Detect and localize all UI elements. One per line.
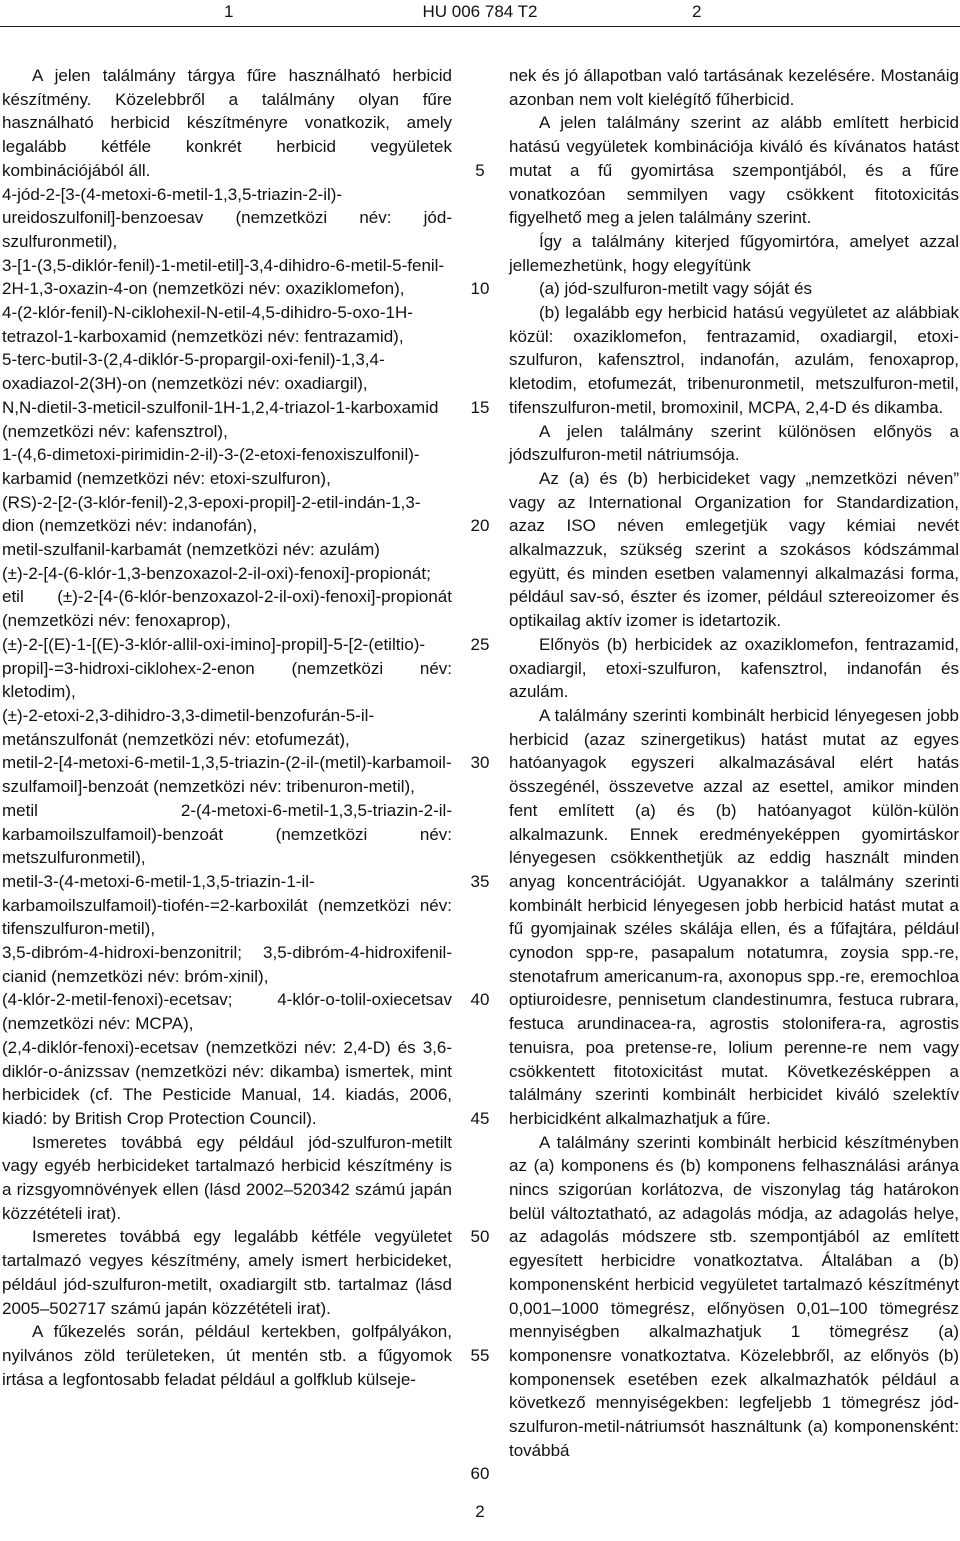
paragraph: nek és jó állapotban való tartásának kezelésére. Mostanáig azonban nem volt kielégítő fűherbicid. bbox=[509, 66, 959, 109]
paragraph: Az (a) és (b) herbicideket vagy „nemzetközi néven” vagy az International Organization for Standardization, azaz ISO néven emlegetjük vagy kémiai nevét alkalmazzuk, szükség szerint a szokásos kódszámmal együtt, és minden esetben valamennyi alkalmazási forma, például sav-só, észter és izomer, például sztereoizomer és optikailag aktív izomer is idetartozik. bbox=[509, 468, 959, 631]
paragraph: etil (±)-2-[4-(6-klór-benzoxazol-2-il-oxi)-fenoxi]-propionát (nemzetközi név: fenoxaprop), bbox=[2, 587, 452, 631]
line-number: 20 bbox=[470, 516, 490, 536]
paragraph: A találmány szerinti kombinált herbicid készítményben az (a) komponens és (b) komponens felhasználási aránya nincs szigorúan korlátozva, de viszonylag tág határokon belül változtatható, az adagolás módja, az adagolás helye, az adagolás módszere stb. szempontjából az említett egyesített herbicidre vonatkoztatva. Általában a (b) komponensként herbicid vegyületet tartalmazó készítményt 0,001–1000 tömegrész, előnyösen 0,01–100 tömegrész mennyiségben alkalmazhatjuk 1 tömegrész (a) komponensre vonatkoztatva. Közelebbről, az előnyös (b) komponensek esetében ezek alkalmazhatók például a következő mennyiségekben: legfeljebb 1 tömegrész jód-szulfuron-metil-nátriumsót használtunk (a) komponensként: továbbá bbox=[509, 1132, 959, 1460]
paragraph: 4-jód-2-[3-(4-metoxi-6-metil-1,3,5-triazin-2-il)-ureidoszulfonil]-benzoesav (nemzetközi név: jód-szulfuronmetil), bbox=[2, 184, 452, 251]
left-column bbox=[2, 64, 452, 1391]
line-number: 45 bbox=[470, 1108, 490, 1128]
header-rule bbox=[0, 26, 960, 27]
line-number: 10 bbox=[470, 279, 490, 299]
paragraph: (RS)-2-[2-(3-klór-fenil)-2,3-epoxi-propil]-2-etil-indán-1,3-dion (nemzetközi név: indanofán), bbox=[2, 492, 421, 536]
paragraph: A találmány szerinti kombinált herbicid lényegesen jobb herbicid (azaz szinergetikus) hatást mutat az egyes hatóanyagok egyszeri alkalmazásával elért hatás összegénél, összevetve azzal az esettel, amikor minden fent említett (a) és (b) hatóanyagot külön-külön alkalmazunk. Ennek eredményeképpen gyomirtáskor lényegesen csökkenthetjük az eddig használt minden anyag koncentrációját. Ugyanakkor a találmány szerinti kombinált herbicid lényegesen jobb herbicid hatást mutat a fű gyomjainak széles skálája ellen, és a fűfajtára, például cynodon spp-re, pasapalum notatumra, zoysia spp.-re, stenotafrum americanum-ra, axonopus spp.-re, eremochloa optiuroidesre, pennisetum clandestinumra, festuca rubrara, festuca arundinacea-ra, agrostis stolonifera-ra, agrostis tenuisra, poa pretense-re, lolium perenne-re nem vagy csökkentett fitotoxicitást mutat. Következésképpen a találmány szerinti kombinált herbicidet kiváló szelektív herbicidként alkalmazhatjuk a fűre. bbox=[509, 705, 959, 1128]
paragraph: A jelen találmány tárgya fűre használható herbicid készítmény. Közelebbről a találmány olyan fűre használható herbicid készítményre vonatkozik, amely legalább kétféle konkrét herbicid vegyületek kombinációjából áll. bbox=[2, 66, 452, 180]
paragraph: metil 2-(4-metoxi-6-metil-1,3,5-triazin-2-il-karbamoilszulfamoil)-benzoát (nemzetközi név: metszulfuronmetil), bbox=[2, 800, 452, 868]
paragraph: 3-[1-(3,5-diklór-fenil)-1-metil-etil]-3,4-dihidro-6-metil-5-fenil-2H-1,3-oxazin-4-on (nemzetközi név: oxaziklomefon), bbox=[2, 255, 445, 299]
paragraph: metil-2-[4-metoxi-6-metil-1,3,5-triazin-(2-il-(metil)-karbamoil-szulfamoil]-benzoát (nemzetközi név: tribenuron-metil), bbox=[2, 753, 452, 797]
line-number: 25 bbox=[470, 634, 490, 654]
line-number: 5 bbox=[475, 160, 485, 180]
line-number: 55 bbox=[470, 1345, 490, 1365]
paragraph: 1-(4,6-dimetoxi-pirimidin-2-il)-3-(2-etoxi-fenoxiszulfonil)-karbamid (nemzetközi név: etoxi-szulfuron), bbox=[2, 445, 420, 488]
paragraph: A jelen találmány szerint az alább említett herbicid hatású vegyületek kombinációja kiváló és kívánatos hatást mutat a fű gyomirtása szempontjából, és a fűre vonatkozóan semmilyen vagy csökkent fitotoxicitás figyelhető meg a jelen találmány szerint. bbox=[509, 113, 959, 228]
paragraph: Előnyös (b) herbicidek az oxaziklomefon, fentrazamid, oxadiargil, etoxi-szulfuron, kafensztrol, indanofán és azulám. bbox=[509, 634, 959, 702]
line-number: 30 bbox=[470, 753, 490, 773]
paragraph: (2,4-diklór-fenoxi)-ecetsav (nemzetközi név: 2,4-D) és 3,6-diklór-o-ánizssav (nemzetközi név: dikamba) ismertek, mint herbicidek (cf. The Pesticide Manual, 14. kiadás, 2006, kiadó: by British Crop Protection Council). bbox=[2, 1037, 452, 1128]
paragraph: Ismeretes továbbá egy például jód-szulfuron-metilt vagy egyéb herbicideket tartalmazó herbicid készítmény is a rizsgyomnövények ellen (lásd 2002–520342 számú japán közzétételi irat). bbox=[2, 1132, 452, 1223]
right-column bbox=[509, 64, 959, 1462]
paragraph: 3,5-dibróm-4-hidroxi-benzonitril; 3,5-dibróm-4-hidroxifenil-cianid (nemzetközi név: bróm-xinil), bbox=[2, 943, 452, 986]
paragraph: (±)-2-[(E)-1-[(E)-3-klór-allil-oxi-imino]-propil]-5-[2-(etiltio)-propil]-=3-hidroxi-ciklohex-2-enon (nemzetközi név: kletodim), bbox=[2, 634, 452, 702]
paragraph: 4-(2-klór-fenil)-N-ciklohexil-N-etil-4,5-dihidro-5-oxo-1H-tetrazol-1-karboxamid (nemzetközi név: fentrazamid), bbox=[2, 303, 413, 346]
paragraph: metil-szulfanil-karbamát (nemzetközi név: azulám) bbox=[2, 540, 380, 560]
paragraph: (4-klór-2-metil-fenoxi)-ecetsav; 4-klór-o-tolil-oxiecetsav (nemzetközi név: MCPA), bbox=[2, 990, 452, 1034]
paragraph: 5-terc-butil-3-(2,4-diklór-5-propargil-oxi-fenil)-1,3,4-oxadiazol-2(3H)-on (nemzetközi név: oxadiargil), bbox=[2, 350, 385, 394]
paragraph: (±)-2-etoxi-2,3-dihidro-3,3-dimetil-benzofurán-5-il-metánszulfonát (nemzetközi név: etofumezát), bbox=[2, 705, 375, 749]
paragraph: (±)-2-[4-(6-klór-1,3-benzoxazol-2-il-oxi)-fenoxi]-propionát; bbox=[2, 563, 431, 583]
line-number: 60 bbox=[470, 1464, 490, 1484]
paragraph: Ismeretes továbbá egy legalább kétféle vegyületet tartalmazó vegyes készítmény, amely ismert herbicideket, például jód-szulfuron-metilt, oxadiargilt stb. tartalmaz (lásd 2005–502717 számú japán közzétételi irat). bbox=[2, 1227, 452, 1318]
header-document-id: HU 006 784 T2 bbox=[422, 2, 538, 21]
paragraph: metil-3-(4-metoxi-6-metil-1,3,5-triazin-1-il-karbamoilszulfamoil)-tiofén-=2-karboxilát (nemzetközi név: tifenszulfuron-metil), bbox=[2, 871, 452, 939]
footer-page-number: 2 bbox=[475, 1502, 485, 1521]
paragraph: N,N-dietil-3-meticil-szulfonil-1H-1,2,4-triazol-1-karboxamid (nemzetközi név: kafensztrol), bbox=[2, 397, 439, 441]
line-number: 35 bbox=[470, 871, 490, 891]
paragraph: A jelen találmány szerint különösen előnyös a jódszulfuron-metil nátriumsója. bbox=[509, 421, 959, 465]
header-page-left: 1 bbox=[224, 2, 234, 21]
paragraph: A fűkezelés során, például kertekben, golfpályákon, nyilvános zöld területeken, út mentén stb. a fűgyomok irtása a legfontosabb feladat például a golfklub külseje- bbox=[2, 1322, 452, 1389]
paragraph: Így a találmány kiterjed fűgyomirtóra, amelyet azzal jellemezhetünk, hogy elegyítünk bbox=[509, 231, 959, 275]
paragraph: (a) jód-szulfuron-metilt vagy sóját és bbox=[539, 279, 813, 299]
line-number: 40 bbox=[470, 990, 490, 1010]
line-number: 15 bbox=[470, 397, 490, 417]
paragraph: (b) legalább egy herbicid hatású vegyületet az alábbiak közül: oxaziklomefon, fentrazamid, oxadiargil, etoxi-szulfuron, kafensztrol, indanofán, azulám, fenoxaprop, kletodim, etofumezát, tribenuronmetil, metszulfuron-metil, tifenszulfuron-metil, bromoxinil, MCPA, 2,4-D és dikamba. bbox=[509, 303, 959, 417]
header-page-right: 2 bbox=[692, 2, 702, 21]
line-number: 50 bbox=[470, 1227, 490, 1247]
